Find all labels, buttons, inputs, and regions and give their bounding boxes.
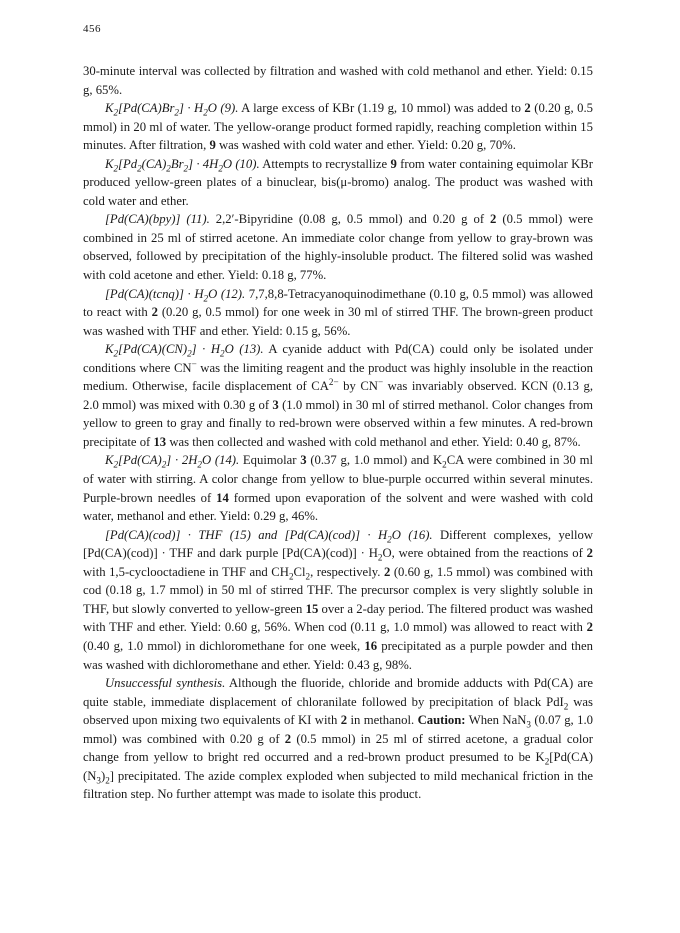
compound-heading: [Pd(CA)(bpy)] (11).	[105, 212, 210, 227]
paragraph-compound-13: $K_2[Pd(CA)(CN)_2] \cdot H_2O$ (13). A cyanide adduct with Pd(CA) could only be isolated under conditions where CN− was the limiting reagent and the product was highly insoluble in the reaction medium. Otherwise, facile displacement of $CA^{2-}$ by CN− was invariably observed. KCN (0.13 g, 2.0 mmol) was mixed with 0.30 g of 3 (1.0 mmol) in 30 ml of stirred methanol. Color changes from yellow to green to gray and finally to red-brown were observed within a few minutes. A red-brown precipitate of 13 was then collected and washed with cold methanol and ether. Yield: 0.40 g, 87%.	[83, 342, 594, 449]
compound-heading: $K_2[Pd_2(CA)_2Br_2] \cdot 4H_2O$ (10).	[105, 156, 260, 174]
experimental-text	[83, 62, 593, 804]
paragraph-compound-9: $K_2[Pd(CA)Br_2] \cdot H_2O$ (9). A large excess of KBr (1.19 g, 10 mmol) was added to 2 (0.20 g, 0.5 mmol) in 20 ml of water. The yellow-orange product formed rapidly, reaching completion within 15 minutes. After filtration, 9 was washed with cold water and ether. Yield: 0.20 g, 70%.	[83, 101, 593, 153]
page-number: 456	[83, 23, 101, 35]
paragraph-compounds-15-16: [Pd(CA)(cod)] · THF (15) and $[Pd(CA)(cod)] \cdot H_2O$ (16). Different complexes, yellow [Pd(CA)(cod)] · THF and dark purple $[Pd(CA)(cod)] \cdot H_2O$, were obtained from the reactions of 2 with 1,5-cyclooctadiene in THF and $CH_2Cl_2$, respectively. 2 (0.60 g, 1.5 mmol) was combined with cod (0.18 g, 1.7 mmol) in 50 ml of stirred THF. The precursor complex is very slightly soluble in THF, but slowly converted to yellow-green 15 over a 2-day period. The filtered product was washed with THF and ether. Yield: 0.60 g, 56%. When cod (0.11 g, 1.0 mmol) was allowed to react with 2 (0.40 g, 1.0 mmol) in dichloromethane for one week, 16 precipitated as a purple powder and then was washed with dichloromethane and ether. Yield: 0.43 g, 98%.	[83, 527, 594, 672]
compound-heading: [Pd(CA)(tcnq)] · $H_2O$ (12).	[105, 286, 246, 304]
compound-heading: $K_2[Pd(CA)Br_2] \cdot H_2O$ (9).	[105, 101, 239, 118]
compound-heading: $K_2[Pd(CA)_2] \cdot 2H_2O$ (14).	[105, 453, 240, 471]
section-heading: Unsuccessful synthesis.	[105, 676, 226, 691]
paragraph-compound-14: $K_2[Pd(CA)_2] \cdot 2H_2O$ (14). Equimolar 3 (0.37 g, 1.0 mmol) and $K_2CA$ were combined in 30 ml of water with stirring. A color change from yellow to blue-purple occurred within several minutes. Purple-brown needles of 14 formed upon evaporation of the solvent and were washed with cold water, methanol and ether. Yield: 0.29 g, 46%.	[83, 453, 593, 524]
paragraph-compound-12: [Pd(CA)(tcnq)] · $H_2O$ (12). 7,7,8,8-Tetracyanoquinodimethane (0.10 g, 0.5 mmol) was allowed to react with 2 (0.20 g, 0.5 mmol) for one week in 30 ml of stirred THF. The brown-green product was washed with THF and ether. Yield: 0.15 g, 56%.	[83, 286, 594, 338]
paragraph-unsuccessful-synthesis: Unsuccessful synthesis. Although the fluoride, chloride and bromide adducts with Pd(CA) are quite stable, immediate displacement of chloranilate followed by precipitation of black PdI$_2$ was observed upon mixing two equivalents of KI with 2 in methanol. Caution: When NaN$_3$ (0.07 g, 1.0 mmol) was combined with 0.20 g of 2 (0.5 mmol) in 25 ml of stirred acetone, a gradual color change from yellow to bright red occurred and a red-brown product presumed to be $K_2[Pd(CA)(N_3)_2]$ precipitated. The azide complex exploded when subjected to mild mechanical friction in the filtration step. No further attempt was made to isolate this product.	[83, 676, 593, 802]
paragraph-continuation: 30-minute interval was collected by filtration and washed with cold methanol and ether. Yield: 0.15 g, 65%.	[83, 64, 593, 97]
paragraph-compound-11: [Pd(CA)(bpy)] (11). 2,2′-Bipyridine (0.08 g, 0.5 mmol) and 0.20 g of 2 (0.5 mmol) were combined in 25 ml of stirred acetone. An immediate color change from yellow to gray-brown was observed, followed by precipitation of the highly-insoluble product. The filtered solid was washed with cold acetone and ether. Yield: 0.18 g, 77%.	[83, 212, 593, 283]
paragraph-compound-10: $K_2[Pd_2(CA)_2Br_2] \cdot 4H_2O$ (10). Attempts to recrystallize 9 from water containing equimolar KBr produced yellow-green plates of a binuclear, bis(μ-bromo) analog. The product was washed with cold water and ether.	[83, 156, 593, 208]
compound-heading: $K_2[Pd(CA)(CN)_2] \cdot H_2O$ (13).	[105, 342, 264, 359]
caution-label: Caution:	[417, 713, 466, 728]
compound-heading: [Pd(CA)(cod)] · THF (15) and $[Pd(CA)(cod)] \cdot H_2O$ (16).	[105, 527, 433, 545]
